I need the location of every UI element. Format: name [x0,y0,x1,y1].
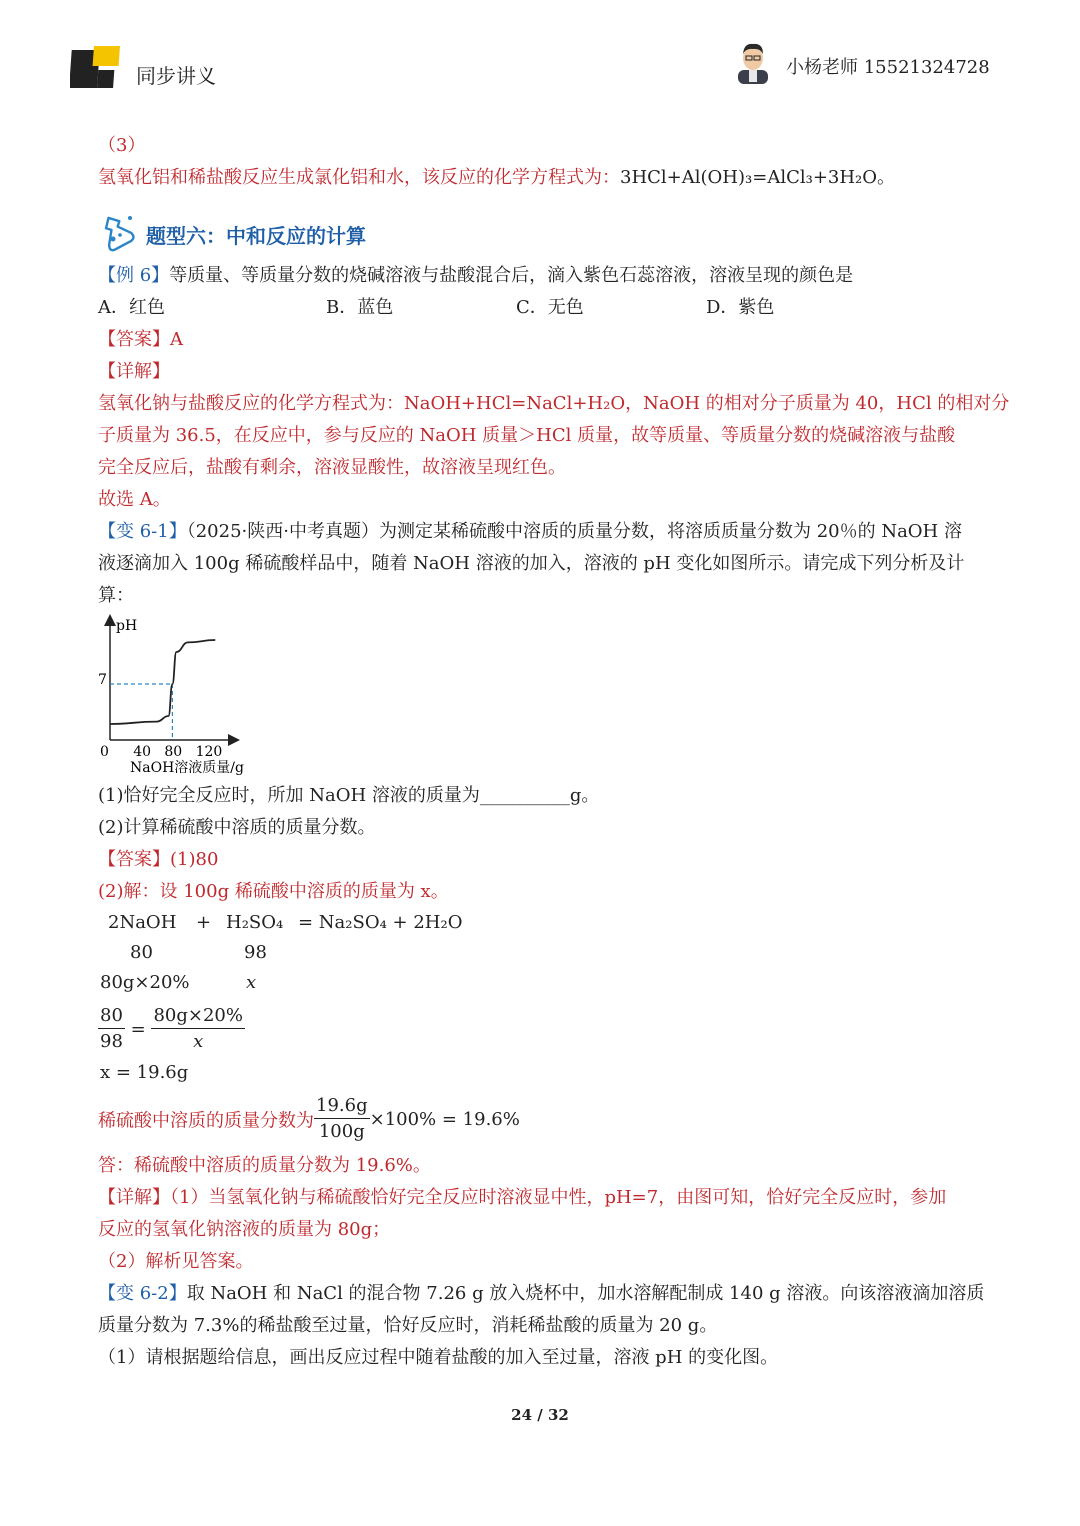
calc-m1: 80 [130,942,153,963]
teacher-contact: 小杨老师 15521324728 [786,57,990,78]
variant61-text: （2025·陕西·中考真题）为测定某稀硫酸中溶质的质量分数，将溶质质量分数为 20％的 NaOH 溶 [186,521,962,542]
variant61-answer2: (2)解：设 100g 稀硫酸中溶质的质量为 x。 [98,881,449,902]
detail-line: 氢氧化钠与盐酸反应的化学方程式为：NaOH+HCl=NaCl+H₂O，NaOH 的相对分子质量为 40，HCl 的相对分 [98,393,1010,414]
calc-result: x = 19.6g [100,1062,189,1083]
section3-end: 。 [877,167,896,188]
option-d: D．紫色 [706,297,775,318]
question-2: (2)计算稀硫酸中溶质的质量分数。 [98,817,376,838]
variant62-tag: 【变 6-2】 [98,1283,187,1304]
variant61-line2: 液逐滴加入 100g 稀硫酸样品中，随着 NaOH 溶液的加入，溶液的 pH 变化如图所示。请完成下列分析及计 [98,553,965,574]
variant61-tag: 【变 6-1】 [98,521,187,542]
variant62-line3: （1）请根据题给信息，画出反应过程中随着盐酸的加入至过量，溶液 pH 的变化图。 [98,1347,779,1368]
calc-m2: 98 [244,942,267,963]
variant61-line1 [98,516,962,548]
variant62-text: 取 NaOH 和 NaCl 的混合物 7.26 g 放入烧杯中，加水溶解配制成 140 g 溶液。向该溶液滴加溶质 [186,1283,985,1304]
example6-detail-tag: 【详解】 [98,361,170,382]
fraction-numerator: 80g×20% [151,1004,245,1029]
calc-eq-left: 2NaOH [108,912,177,933]
final-answer: 答：稀硫酸中溶质的质量分数为 19.6%。 [98,1155,431,1176]
calc-r2: x [246,972,257,993]
section3-equation: 3HCl+Al(OH)₃=AlCl₃+3H₂O [620,167,878,188]
detail-line: 子质量为 36.5，在反应中，参与反应的 NaOH 质量＞HCl 质量，故等质量、等质量分数的烧碱溶液与盐酸 [98,425,956,446]
variant61-detail-2: 反应的氢氧化钠溶液的质量为 80g； [98,1219,391,1240]
ratio-equation [98,1004,245,1055]
calc-eq-h2so4: H₂SO₄ [226,912,284,933]
detail-tag: 【详解】 [98,1187,170,1208]
logo-icon [70,46,126,94]
mass-fraction-prefix: 稀硫酸中溶质的质量分数为 [98,1110,314,1132]
mass-fraction [314,1094,370,1145]
x-tick-label: 80 [164,744,183,760]
variant61-line3: 算： [98,585,134,606]
teacher-avatar [734,40,772,84]
fraction-a [98,1004,125,1055]
section3-text: 氢氧化铝和稀盐酸反应生成氯化铝和水，该反应的化学方程式为： [98,167,620,188]
section3-line [98,162,895,194]
mass-fraction-suffix: ×100% = 19.6% [369,1109,520,1130]
fraction-denominator: 98 [100,1031,123,1052]
calc-eq-plus: + [196,912,212,933]
variant61-detail-3: （2）解析见答案。 [98,1251,254,1272]
answer-value: (1)80 [170,849,219,870]
y-tick-label: 7 [98,672,107,688]
example6-answer [98,324,183,356]
flask-icon [96,212,136,252]
variant62-line2: 质量分数为 7.3%的稀盐酸至过量，恰好反应时，消耗稀盐酸的质量为 20 g。 [98,1315,718,1336]
detail-line: 完全反应后，盐酸有剩余，溶液显酸性，故溶液呈现红色。 [98,457,566,478]
answer-value: A [170,329,183,350]
option-a: A．红色 [98,297,165,318]
x-tick-label: 120 [195,744,223,760]
page-number: 24 / 32 [511,1406,569,1424]
y-axis-label: pH [116,618,138,634]
variant61-answer1 [98,844,218,876]
example6-conclusion: 故选 A。 [98,489,171,510]
example6-question [98,260,853,292]
calc-eq-right: = Na₂SO₄ + 2H₂O [298,912,463,933]
equals-sign: = [130,1019,146,1040]
fraction-numerator: 19.6g [314,1094,370,1119]
fraction-numerator: 80 [98,1004,125,1029]
x-tick-label: 0 [100,744,109,760]
mass-fraction-line [98,1094,520,1145]
option-b: B．蓝色 [326,297,394,318]
example6-text: 等质量、等质量分数的烧碱溶液与盐酸混合后，滴入紫色石蕊溶液，溶液呈现的颜色是 [169,265,854,286]
detail-text: （1）当氢氧化钠与稀硫酸恰好完全反应时溶液显中性，pH=7，由图可知，恰好完全反应时，参加 [170,1187,947,1208]
calc-r1: 80g×20% [100,972,190,993]
answer-tag: 【答案】 [98,849,170,870]
x-axis-label: NaOH溶液质量/g [130,760,244,776]
x-tick-label: 40 [133,744,152,760]
option-c: C．无色 [516,297,584,318]
variant61-detail-1 [98,1182,946,1214]
question-1: (1)恰好完全反应时，所加 NaOH 溶液的质量为__________g。 [98,785,600,806]
fraction-b [151,1004,245,1055]
fraction-denominator: 100g [318,1121,365,1142]
section3-label: （3） [98,135,146,156]
example6-tag: 【例 6】 [98,265,170,286]
variant62-line1 [98,1278,984,1310]
brand-name: 同步讲义 [136,64,216,88]
fraction-denominator: x [193,1031,204,1052]
answer-tag: 【答案】 [98,329,170,350]
ph-curve [110,640,215,724]
ph-chart [92,610,272,780]
section-heading: 题型六：中和反应的计算 [146,224,366,248]
